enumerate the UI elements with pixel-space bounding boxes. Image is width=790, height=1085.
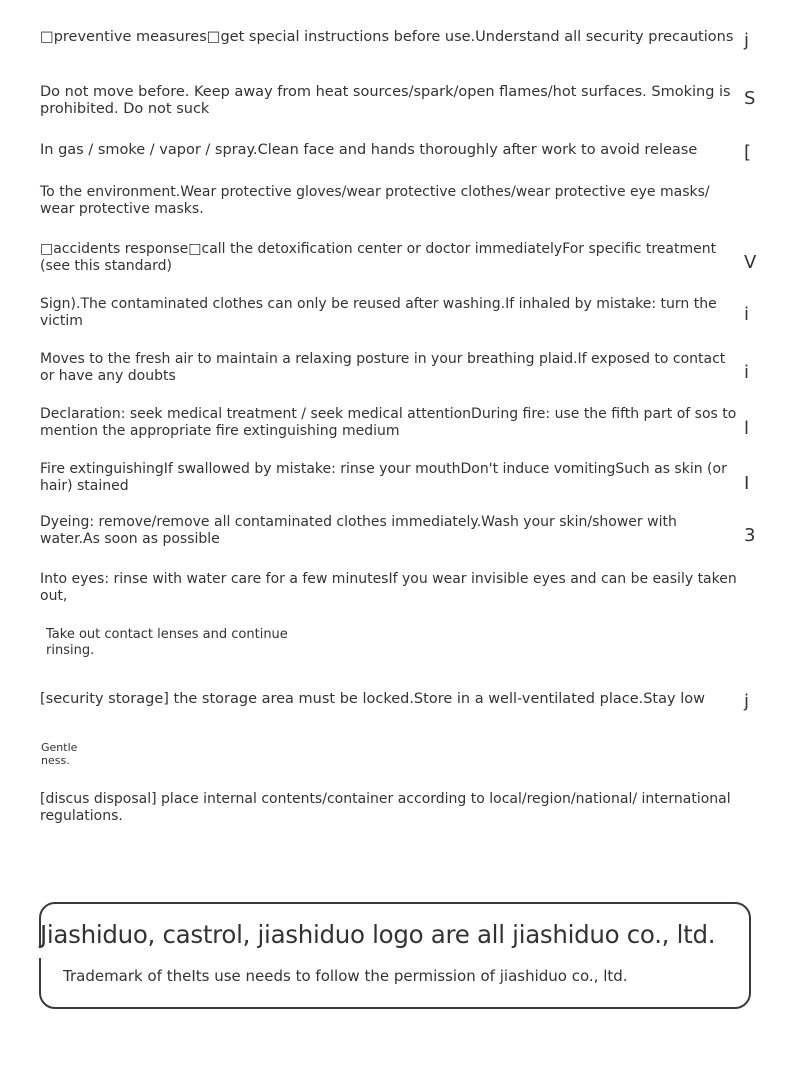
edge-glyph: i — [744, 304, 750, 325]
edge-glyph: j — [744, 691, 750, 712]
edge-glyph: i — [744, 362, 750, 383]
instruction-fresh-air: Moves to the fresh air to maintain a relaxing posture in your breathing plaid.If exposed to contact or have any doubts — [40, 351, 726, 384]
instruction-fire: Declaration: seek medical treatment / seek medical attentionDuring fire: use the fifth part of sos to mention the appropriate fire extinguishing medium — [40, 406, 737, 439]
edge-glyph: l — [744, 418, 750, 439]
instruction-gas-smoke: In gas / smoke / vapor / spray.Clean face and hands thoroughly after work to avoid release — [40, 142, 698, 158]
edge-glyph: [ — [744, 142, 752, 163]
instruction-accident-response: □accidents response□call the detoxification center or doctor immediatelyFor specific treatment (see this standard) — [40, 241, 717, 274]
trademark-subtitle: Trademark of theIts use needs to follow the permission of jiashiduo co., ltd. — [63, 967, 628, 985]
instruction-contaminated-clothes: Sign).The contaminated clothes can only be reused after washing.If inhaled by mistake: turn the victim — [40, 296, 717, 329]
instruction-skin-contact: Dyeing: remove/remove all contaminated clothes immediately.Wash your skin/shower with water.As soon as possible — [40, 514, 677, 547]
instruction-heat-sources: Do not move before. Keep away from heat sources/spark/open flames/hot surfaces. Smoking is prohibited. Do not suck — [40, 84, 731, 117]
edge-glyph: V — [744, 252, 757, 273]
disposal-instruction: [discus disposal] place internal contents/container according to local/region/national/ international regulations. — [40, 791, 731, 824]
edge-glyph: j — [744, 30, 750, 51]
gentleness-note: Gentle ness. — [41, 741, 78, 767]
trademark-title: Jiashiduo, castrol, jiashiduo logo are all jiashiduo co., ltd. — [40, 920, 716, 949]
edge-glyph: 3 — [744, 525, 756, 546]
edge-glyph: I — [744, 473, 750, 494]
edge-glyph: S — [744, 88, 756, 109]
storage-instruction: [security storage] the storage area must be locked.Store in a well-ventilated place.Stay low — [40, 691, 705, 707]
instruction-swallowed: Fire extinguishingIf swallowed by mistake: rinse your mouthDon't induce vomitingSuch as skin (or hair) stained — [40, 461, 727, 494]
instruction-eye-contact: Into eyes: rinse with water care for a few minutesIf you wear invisible eyes and can be easily taken out, — [40, 571, 737, 604]
instruction-preventive-measures: □preventive measures□get special instructions before use.Understand all security precautions — [40, 29, 734, 45]
contact-lens-note: Take out contact lenses and continue rinsing. — [46, 627, 288, 658]
instruction-protective-wear: To the environment.Wear protective gloves/wear protective clothes/wear protective eye masks/ wear protective masks. — [40, 184, 710, 217]
